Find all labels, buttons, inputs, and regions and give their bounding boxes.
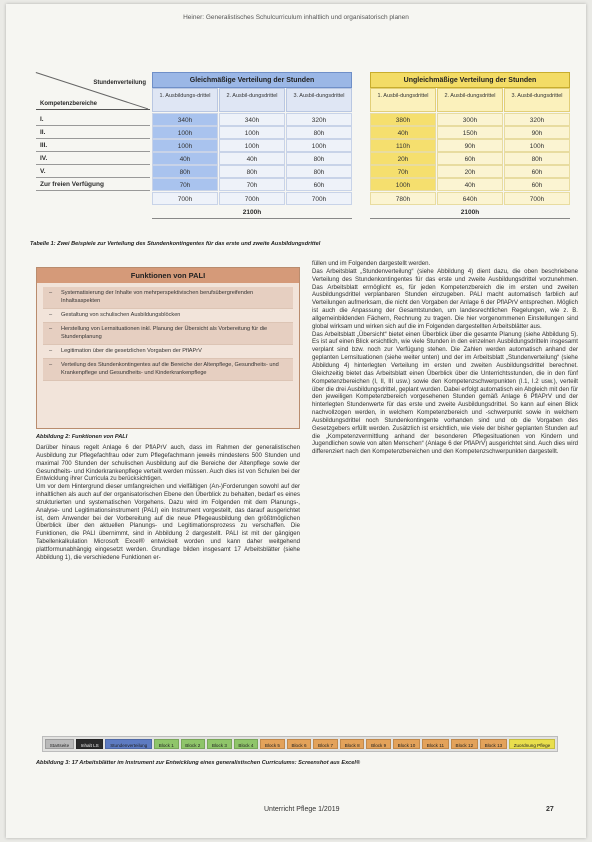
table-sum-cell: 700h bbox=[286, 192, 352, 205]
table-title-unequal: Ungleichmäßige Verteilung der Stunden bbox=[370, 72, 570, 88]
table-cell: 60h bbox=[286, 178, 352, 191]
running-head: Heiner: Generalistisches Schulcurriculum inhaltlich und organisatorisch planen bbox=[183, 14, 409, 21]
table-sum-cell: 700h bbox=[219, 192, 285, 205]
table-cell: 80h bbox=[286, 152, 352, 165]
list-item: – Legitimation über die gesetzlichen Vorgaben der PflAPrV bbox=[43, 345, 293, 359]
table-cell: 320h bbox=[504, 113, 570, 126]
sheet-tab[interactable]: Block 12 bbox=[451, 739, 478, 749]
sheet-tab[interactable]: Block 11 bbox=[422, 739, 449, 749]
table-cell: 20h bbox=[370, 152, 436, 165]
table-cell: 100h bbox=[504, 139, 570, 152]
table-cell: 300h bbox=[437, 113, 503, 126]
table-caption: Tabelle 1: Zwei Beispiele zur Verteilung des Stundenkontingentes für das erste und zweite Ausbildungsdrittel bbox=[30, 241, 321, 247]
paragraph: Das Arbeitsblatt „Stundenverteilung“ (siehe Abbildung 4) dient dazu, die oben beschriebene Verteilung des Stundenkontingentes für das erste und zweite Ausbildungsdrittel vorzunehmen. Das Arbeitsblatt ermöglicht es, für jeden Kompetenzbereich die im ersten und zweiten Ausbildungsdrittel verplanbaren Stunden einzugeben. PALI macht automatisch farblich auf Verteilungen aufmerksam, die nicht den Vorgaben der Anlage 6 der PflAPrV entsprechen. Möglich ist auch die Anpassung der Gesamtstunden, um landesrechtlichen Regelungen, wie z. B. allgemeinbildenden Fächern, Rechnung zu tragen. Die hier vorgenommenen Einstellungen sind global wirksam und wirken sich auf die im Folgenden dargestellten Arbeitsblätter aus. bbox=[312, 267, 578, 330]
table-sum-cell: 780h bbox=[370, 192, 436, 205]
table-cell: 20h bbox=[437, 165, 503, 178]
table-cell: 100h bbox=[370, 178, 436, 191]
sheet-tab[interactable]: Block 5 bbox=[260, 739, 285, 749]
table-sum-cell: 700h bbox=[504, 192, 570, 205]
table-cell: 60h bbox=[504, 178, 570, 191]
table-cell: 60h bbox=[504, 165, 570, 178]
document-page bbox=[6, 4, 586, 838]
magazine-name: Unterricht Pflege 1/2019 bbox=[264, 806, 340, 813]
sheet-tab[interactable]: Block 10 bbox=[393, 739, 420, 749]
left-text-column bbox=[36, 444, 300, 734]
sheet-tab[interactable]: Block 4 bbox=[234, 739, 259, 749]
right-text-column bbox=[312, 260, 578, 732]
column-header: 1. Ausbil-dungsdrittel bbox=[370, 88, 436, 112]
stunden-tables bbox=[36, 68, 576, 236]
sheet-tab[interactable]: Block 8 bbox=[340, 739, 365, 749]
paragraph: Um vor dem Hintergrund dieser umfangreichen und vielfältigen (An-)Forderungen sowohl auf der inhaltlichen als auch auf der organisatorischen Ebene den Überblick zu behalten, bedarf es eines strukturierten und systematischen Vorgehens. Dazu wird im Folgenden mit dem Planungs-, Analyse- und Legitimationsinstrument (PALI) ein Instrument vorgestellt, das darauf ausgerichtet ist, dem Anwender bei der Vorbereitung auf die neue Pflegeausbildung den größtmöglichen Überblick über den aktuellen Planungs- und Legitimationsprozess zu verschaffen. Die Funktionen, die PALI übernimmt, sind in Abbildung 2 dargestellt. PALI ist mit der gängigen Tabellenkalkulation Microsoft Excel® entwickelt worden und kann daher weitgehend plattformunabhängig eingesetzt werden. Grundlage bilden insgesamt 17 Arbeitsblätter (siehe Abbildung 1), die verschiedene Funktionen er- bbox=[36, 483, 300, 561]
table-cell: 90h bbox=[437, 139, 503, 152]
row-label: IV. bbox=[36, 152, 150, 165]
diagonal-header-bottom: Kompetenzbereiche bbox=[40, 101, 98, 107]
row-label: III. bbox=[36, 139, 150, 152]
table-cell: 100h bbox=[219, 139, 285, 152]
list-item: – Systematisierung der Inhalte von mehrperspektivischen berufsübergreifenden Inhaltsaspekten bbox=[43, 287, 293, 309]
table-cell: 60h bbox=[437, 152, 503, 165]
sheet-tab[interactable]: Zuordnung Pflege bbox=[509, 739, 555, 749]
sheet-tab[interactable]: Block 13 bbox=[480, 739, 507, 749]
row-label: I. bbox=[36, 113, 150, 126]
table-cell: 90h bbox=[504, 126, 570, 139]
table-cell: 340h bbox=[152, 113, 218, 126]
sheet-tab[interactable]: Block 1 bbox=[154, 739, 179, 749]
list-item: – Herstellung von Lernsituationen inkl. Planung der Übersicht als Vorbereitung für die Stundenplanung bbox=[43, 323, 293, 345]
list-item: – Verteilung des Stundenkontingentes auf die Bereiche der Altenpflege, Gesundheits- und Krankenpflege und Gesundheits- und Kinderkrankenpflege bbox=[43, 359, 293, 381]
table-cell: 80h bbox=[286, 126, 352, 139]
table-total: 2100h bbox=[370, 207, 570, 219]
table-title-equal: Gleichmäßige Verteilung der Stunden bbox=[152, 72, 352, 88]
column-header: 2. Ausbil-dungsdrittel bbox=[219, 88, 285, 112]
table-cell: 100h bbox=[219, 126, 285, 139]
table-sum-cell: 700h bbox=[152, 192, 218, 205]
table-cell: 80h bbox=[286, 165, 352, 178]
sheet-tab[interactable]: Block 3 bbox=[207, 739, 232, 749]
table-cell: 40h bbox=[219, 152, 285, 165]
table-equal bbox=[36, 68, 352, 236]
box-caption: Abbildung 2: Funktionen von PALI bbox=[36, 434, 128, 440]
table-cell: 70h bbox=[370, 165, 436, 178]
paragraph: Darüber hinaus regelt Anlage 6 der PflAPrV auch, dass im Rahmen der generalistischen Ausbildung zur Pflegefachfrau oder zum Pflegefachmann jeweils mindestens 500 Stunden und maximal 700 Stunden der schulischen Ausbildung auf die Bereiche der Altenpflege sowie der Gesundheits- und Kinderkrankenpflege verteilt werden müssen. Auch dies ist von Schulen bei der Entwicklung ihrer Curricula zu berücksichtigen. bbox=[36, 444, 300, 483]
list-item: – Gestaltung von schulischen Ausbildungsblöcken bbox=[43, 309, 293, 323]
sheet-tab[interactable]: Stundenverteilung bbox=[105, 739, 152, 749]
table-cell: 40h bbox=[152, 152, 218, 165]
column-header: 2. Ausbil-dungsdrittel bbox=[437, 88, 503, 112]
table-cell: 100h bbox=[286, 139, 352, 152]
pali-functions-box bbox=[36, 267, 300, 429]
column-header: 1. Ausbildungs-drittel bbox=[152, 88, 218, 112]
table-cell: 320h bbox=[286, 113, 352, 126]
row-label: V. bbox=[36, 165, 150, 178]
row-label: II. bbox=[36, 126, 150, 139]
column-header: 3. Ausbil-dungsdrittel bbox=[504, 88, 570, 112]
diagonal-header bbox=[36, 72, 150, 110]
table-cell: 80h bbox=[219, 165, 285, 178]
table-cell: 40h bbox=[370, 126, 436, 139]
column-header: 3. Ausbil-dungsdrittel bbox=[286, 88, 352, 112]
diagonal-header-top: Stundenverteilung bbox=[93, 80, 146, 86]
sheet-tab[interactable]: Inhalt LS bbox=[76, 739, 104, 749]
table-cell: 80h bbox=[504, 152, 570, 165]
page-number: 27 bbox=[546, 806, 554, 813]
box-list bbox=[37, 283, 299, 381]
sheet-tab[interactable]: Block 6 bbox=[287, 739, 312, 749]
paragraph: Das Arbeitsblatt „Übersicht“ bietet einen Überblick über die gesamte Planung (siehe Abbildung 5). Es ist auf einen Blick ersichtlich, wie viele Stunden in den einzelnen Ausbildungsdritteln insgesamt verplant sind bzw. noch zur Verfügung stehen. Die Zahlen werden automatisch anhand der geplanten Lernsituationen (siehe weiter unten) und der im Arbeitsblatt „Stundenverteilung“ (siehe Abbildung 4) hinterlegten Verteilung im ersten und zweiten Ausbildungsdrittel berechnet. Gleichzeitig bietet das Arbeitsblatt einen Überblick über die Unterrichtsstunden, die in den fünf Kompetenzbereichen (I, II, III usw.) sowie den Kompetenzschwerpunkten (I.1, I.2 usw.), verteilt über die drei Ausbildungsdrittel, geplant wurden. Dabei erfolgt automatisch ein Abgleich mit den für den jeweiligen Kompetenzbereich vorgesehenen Stunden gemäß Anlage 6 PflAPrV und der hinterlegten Stundenwerte für das erste und zweite Ausbildungsdrittel. So kann auf einen Blick nachvollzogen werden, in welchem Kompetenzbereich und -schwerpunkt sowie in welchem Ausbildungsdrittel noch Stundenkontingente vorhanden sind und ob die Vorgaben des Gesetzgebers erfüllt werden. Zusätzlich ist ersichtlich, wie viele der bisher geplanten Stunden auf die „Kompetenzvermittlung anhand der besonderen Pflegesituationen von Kindern und Jugendlichen sowie von alten Menschen“ (Anlage 6 der PflAPrV) ausgerichtet sind. Auch dies wird differenziert nach den Kompetenzbereichen und den Kompetenzschwerpunkten dargestellt. bbox=[312, 330, 578, 456]
table-cell: 80h bbox=[152, 165, 218, 178]
table-total: 2100h bbox=[152, 207, 352, 219]
sheet-tab[interactable]: Block 7 bbox=[313, 739, 338, 749]
table-unequal bbox=[370, 68, 570, 236]
row-label: Zur freien Verfügung bbox=[36, 178, 150, 191]
table-sum-cell: 640h bbox=[437, 192, 503, 205]
table-cell: 150h bbox=[437, 126, 503, 139]
table-cell: 380h bbox=[370, 113, 436, 126]
table-cell: 40h bbox=[437, 178, 503, 191]
excel-sheet-tabs bbox=[42, 736, 558, 752]
table-cell: 70h bbox=[152, 178, 218, 191]
tabbar-caption: Abbildung 3: 17 Arbeitsblätter im Instrument zur Entwicklung eines generalistischen Curriculums: Screenshot aus Excel® bbox=[36, 760, 361, 766]
table-cell: 110h bbox=[370, 139, 436, 152]
table-cell: 100h bbox=[152, 126, 218, 139]
sheet-tab[interactable]: Block 2 bbox=[181, 739, 206, 749]
sheet-tab[interactable]: Startseite bbox=[45, 739, 74, 749]
table-cell: 100h bbox=[152, 139, 218, 152]
paragraph: füllen und im Folgenden dargestellt werden. bbox=[312, 260, 431, 267]
box-title: Funktionen von PALI bbox=[37, 268, 299, 283]
sheet-tab[interactable]: Block 9 bbox=[366, 739, 391, 749]
table-cell: 70h bbox=[219, 178, 285, 191]
table-cell: 340h bbox=[219, 113, 285, 126]
